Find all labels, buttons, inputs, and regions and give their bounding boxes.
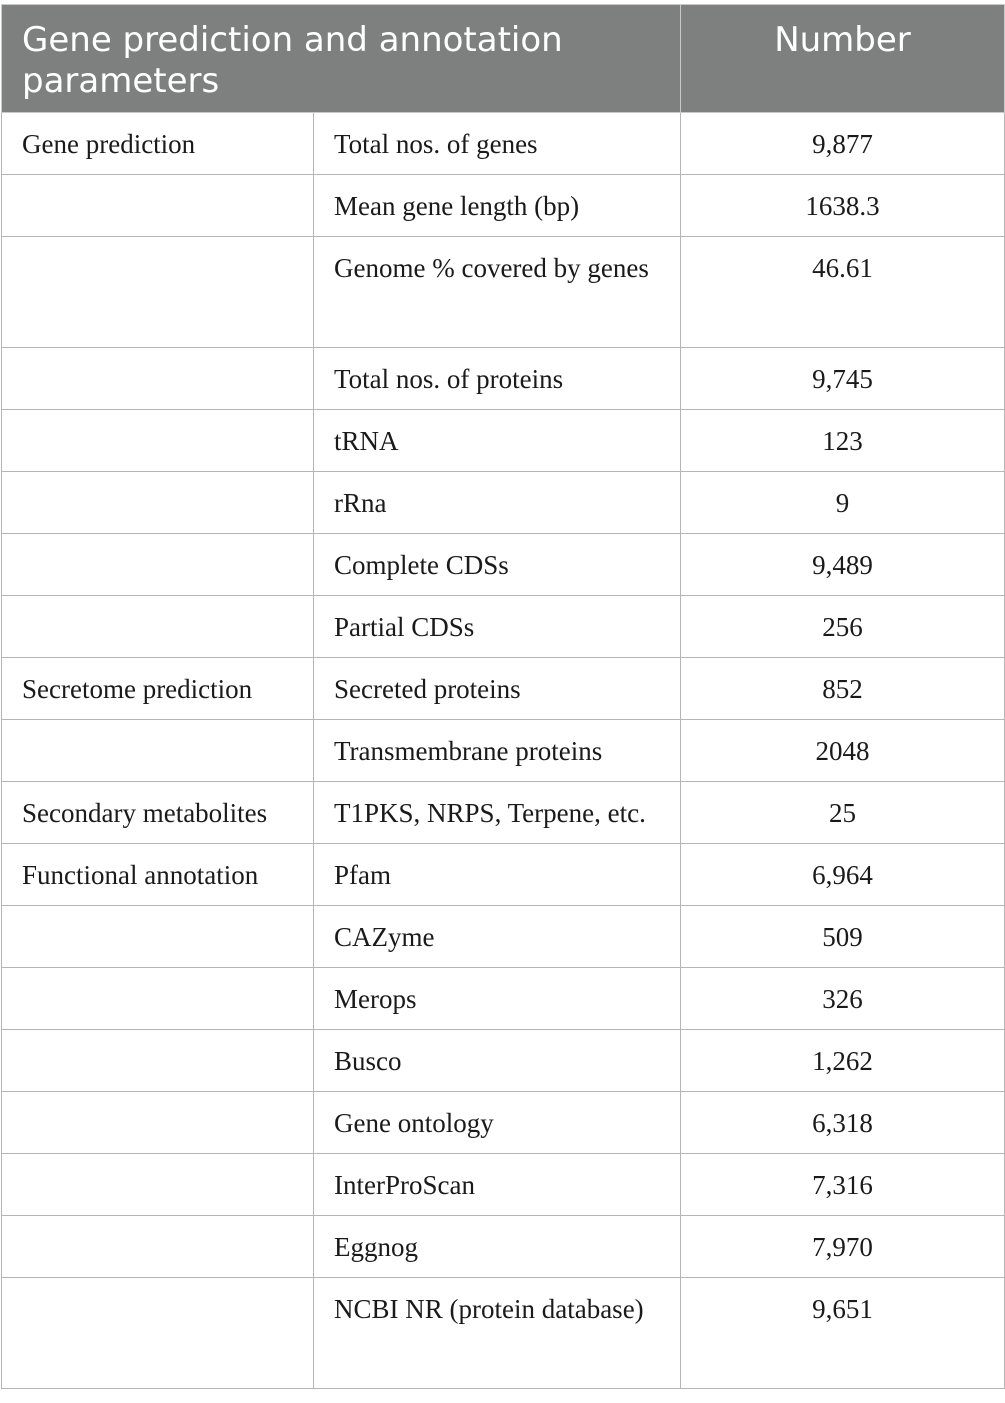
number-cell: 256 <box>681 596 1005 658</box>
parameter-cell: Eggnog <box>314 1216 681 1278</box>
table-row <box>2 720 1005 782</box>
parameter-cell: NCBI NR (protein database) <box>314 1278 681 1389</box>
number-cell: 25 <box>681 782 1005 844</box>
category-cell <box>2 906 314 968</box>
category-cell <box>2 534 314 596</box>
table-row <box>2 1278 1005 1389</box>
number-cell: 2048 <box>681 720 1005 782</box>
number-cell: 9,877 <box>681 113 1005 175</box>
table-row <box>2 348 1005 410</box>
table-row <box>2 113 1005 175</box>
parameter-cell: CAZyme <box>314 906 681 968</box>
category-cell <box>2 1216 314 1278</box>
parameter-cell: Busco <box>314 1030 681 1092</box>
number-cell: 6,318 <box>681 1092 1005 1154</box>
table-row <box>2 906 1005 968</box>
table-row <box>2 968 1005 1030</box>
header-number: Number <box>681 5 1005 113</box>
number-cell: 9 <box>681 472 1005 534</box>
category-cell <box>2 472 314 534</box>
table-row <box>2 175 1005 237</box>
parameter-cell: Transmembrane proteins <box>314 720 681 782</box>
table-row <box>2 844 1005 906</box>
parameter-cell: InterProScan <box>314 1154 681 1216</box>
parameter-cell: Complete CDSs <box>314 534 681 596</box>
category-cell <box>2 348 314 410</box>
parameter-cell: Genome % covered by genes <box>314 237 681 348</box>
parameter-cell: rRna <box>314 472 681 534</box>
table-row <box>2 658 1005 720</box>
table-body <box>2 113 1005 1389</box>
number-cell: 509 <box>681 906 1005 968</box>
category-cell <box>2 1092 314 1154</box>
number-cell: 326 <box>681 968 1005 1030</box>
table-row <box>2 1092 1005 1154</box>
number-cell: 9,489 <box>681 534 1005 596</box>
parameter-cell: Gene ontology <box>314 1092 681 1154</box>
number-cell: 46.61 <box>681 237 1005 348</box>
gene-annotation-table <box>1 4 1005 1389</box>
category-cell <box>2 1154 314 1216</box>
category-cell <box>2 720 314 782</box>
category-cell <box>2 968 314 1030</box>
category-cell <box>2 237 314 348</box>
category-cell <box>2 596 314 658</box>
parameter-cell: Partial CDSs <box>314 596 681 658</box>
category-cell <box>2 175 314 237</box>
parameter-cell: Secreted proteins <box>314 658 681 720</box>
category-cell <box>2 1030 314 1092</box>
parameter-cell: Pfam <box>314 844 681 906</box>
number-cell: 852 <box>681 658 1005 720</box>
header-row <box>2 5 1005 113</box>
table-row <box>2 1030 1005 1092</box>
parameter-cell: T1PKS, NRPS, Terpene, etc. <box>314 782 681 844</box>
table-row <box>2 596 1005 658</box>
number-cell: 1,262 <box>681 1030 1005 1092</box>
table-row <box>2 1216 1005 1278</box>
table-header <box>2 5 1005 113</box>
category-cell <box>2 1278 314 1389</box>
parameter-cell: Total nos. of genes <box>314 113 681 175</box>
number-cell: 6,964 <box>681 844 1005 906</box>
number-cell: 9,651 <box>681 1278 1005 1389</box>
parameter-cell: Merops <box>314 968 681 1030</box>
parameter-cell: tRNA <box>314 410 681 472</box>
number-cell: 9,745 <box>681 348 1005 410</box>
category-cell <box>2 410 314 472</box>
number-cell: 1638.3 <box>681 175 1005 237</box>
parameter-cell: Total nos. of proteins <box>314 348 681 410</box>
number-cell: 7,316 <box>681 1154 1005 1216</box>
header-parameters: Gene prediction and annotation parameters <box>2 5 681 113</box>
table-row <box>2 534 1005 596</box>
category-cell: Secretome prediction <box>2 658 314 720</box>
category-cell: Gene prediction <box>2 113 314 175</box>
parameter-cell: Mean gene length (bp) <box>314 175 681 237</box>
category-cell: Secondary metabolites <box>2 782 314 844</box>
number-cell: 7,970 <box>681 1216 1005 1278</box>
table-row <box>2 782 1005 844</box>
category-cell: Functional annotation <box>2 844 314 906</box>
table-row <box>2 1154 1005 1216</box>
table-row <box>2 472 1005 534</box>
table-row <box>2 237 1005 348</box>
number-cell: 123 <box>681 410 1005 472</box>
table-row <box>2 410 1005 472</box>
